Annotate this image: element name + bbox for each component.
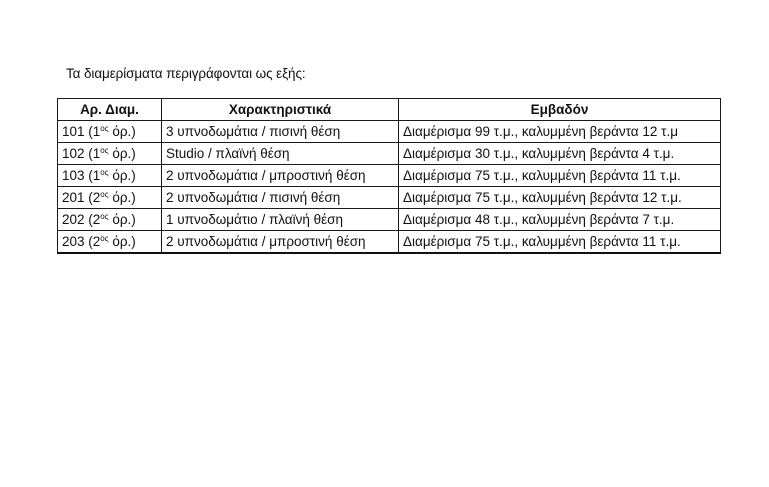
floor-abbrev: όρ.): [108, 123, 136, 139]
features-cell: 2 υπνοδωμάτια / μπροστινή θέση: [162, 165, 399, 187]
apartment-number: 101 (1: [62, 123, 101, 139]
table-header-row: [58, 99, 721, 121]
floor-abbrev: όρ.): [108, 233, 136, 249]
apartment-number: 201 (2: [62, 189, 101, 205]
area-cell: Διαμέρισμα 48 τ.μ., καλυμμένη βεράντα 7 τ.μ.: [399, 209, 721, 231]
features-cell: 1 υπνοδωμάτιο / πλαϊνή θέση: [162, 209, 399, 231]
header-area: Εμβαδόν: [399, 99, 721, 121]
features-cell: 2 υπνοδωμάτια / πισινή θέση: [162, 187, 399, 209]
area-cell: Διαμέρισμα 75 τ.μ., καλυμμένη βεράντα 12 τ.μ.: [399, 187, 721, 209]
features-cell: 2 υπνοδωμάτια / μπροστινή θέση: [162, 231, 399, 254]
header-features: Χαρακτηριστικά: [162, 99, 399, 121]
apartments-table: [57, 98, 721, 254]
floor-abbrev: όρ.): [108, 145, 136, 161]
floor-ordinal: ος: [100, 145, 109, 155]
floor-abbrev: όρ.): [108, 189, 136, 205]
floor-abbrev: όρ.): [108, 211, 136, 227]
apartment-number-cell: [58, 231, 162, 254]
floor-ordinal: ος: [100, 123, 109, 133]
table-row: [58, 165, 721, 187]
area-cell: Διαμέρισμα 30 τ.μ., καλυμμένη βεράντα 4 τ.μ.: [399, 143, 721, 165]
table-row: [58, 231, 721, 254]
area-cell: Διαμέρισμα 99 τ.μ., καλυμμένη βεράντα 12 τ.μ: [399, 121, 721, 143]
table-row: [58, 143, 721, 165]
floor-ordinal: ος: [100, 211, 109, 221]
floor-ordinal: ος: [100, 233, 109, 243]
features-cell: 3 υπνοδωμάτια / πισινή θέση: [162, 121, 399, 143]
area-cell: Διαμέρισμα 75 τ.μ., καλυμμένη βεράντα 11 τ.μ.: [399, 231, 721, 254]
area-cell: Διαμέρισμα 75 τ.μ., καλυμμένη βεράντα 11 τ.μ.: [399, 165, 721, 187]
apartment-number-cell: [58, 187, 162, 209]
table-row: [58, 209, 721, 231]
apartment-number-cell: [58, 165, 162, 187]
apartment-number-cell: [58, 143, 162, 165]
features-cell: Studio / πλαϊνή θέση: [162, 143, 399, 165]
floor-ordinal: ος: [100, 167, 109, 177]
floor-abbrev: όρ.): [108, 167, 136, 183]
floor-ordinal: ος: [100, 189, 109, 199]
apartment-number: 203 (2: [62, 233, 101, 249]
table-row: [58, 121, 721, 143]
header-apartment-number: Αρ. Διαμ.: [58, 99, 162, 121]
apartment-number: 202 (2: [62, 211, 101, 227]
apartment-number-cell: [58, 209, 162, 231]
apartment-number-cell: [58, 121, 162, 143]
apartment-number: 103 (1: [62, 167, 101, 183]
table-row: [58, 187, 721, 209]
apartment-number: 102 (1: [62, 145, 101, 161]
intro-text: Τα διαμερίσματα περιγράφονται ως εξής:: [66, 66, 306, 81]
